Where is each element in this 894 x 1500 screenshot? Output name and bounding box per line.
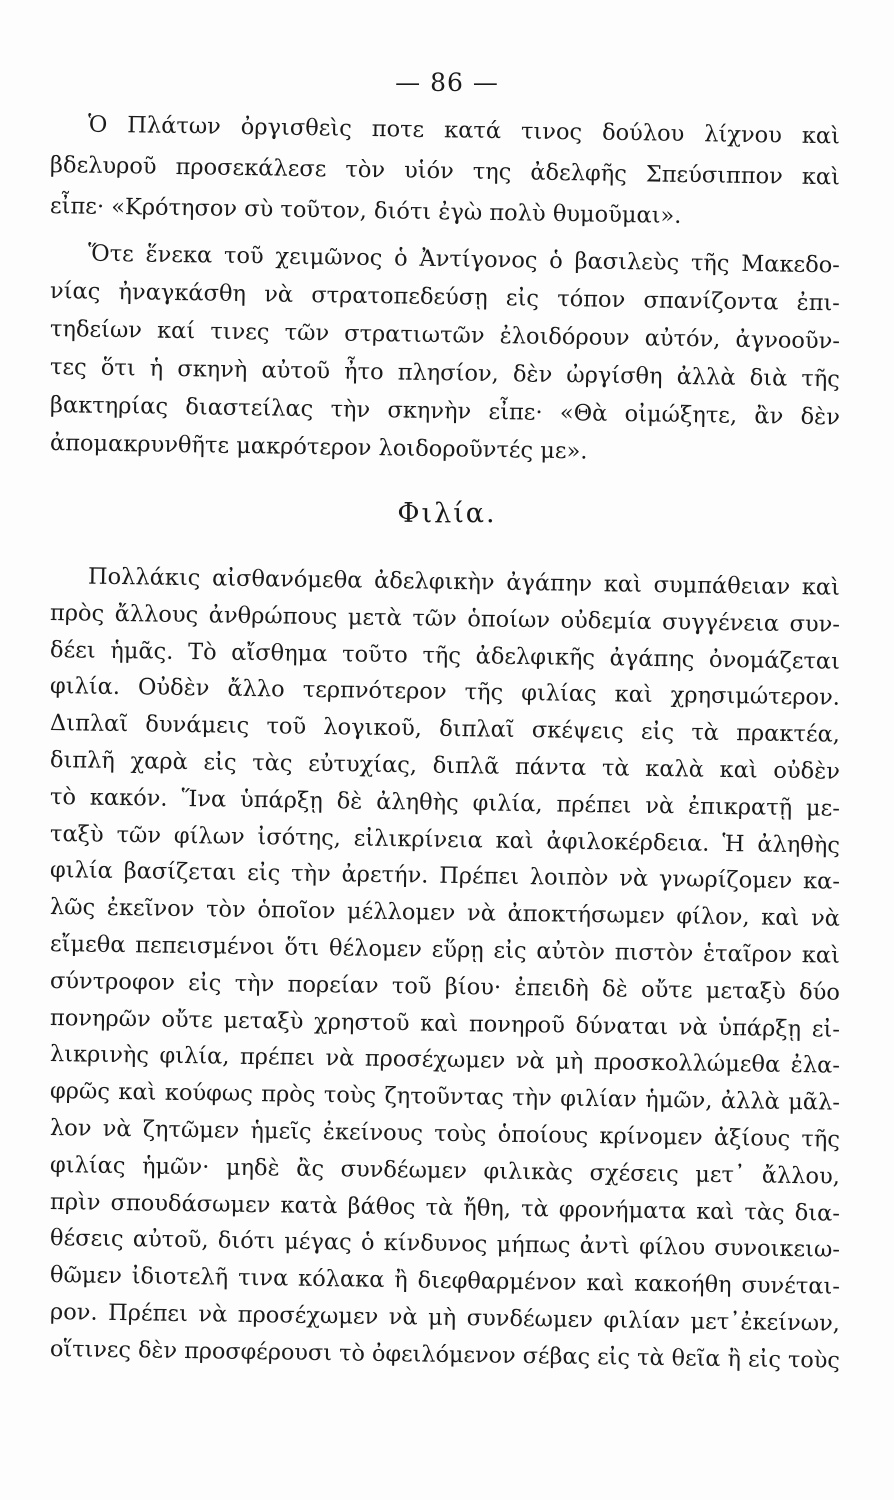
anecdote-antigonus-paragraph: [49, 234, 841, 465]
text-line: πονηρῶν οὔτε μεταξὺ χρηστοῦ καὶ πονηροῦ δύναται νὰ ὑπάρξῃ εἰ-: [49, 1004, 841, 1043]
page-number: — 86 —: [395, 68, 499, 97]
text-line: οἵτινες δὲν προσφέρουσι τὸ ὀφειλόμενον σέβας εἰς τὰ θεῖα ἢ εἰς τοὺς: [49, 1335, 841, 1374]
section-heading: Φιλία.: [397, 498, 497, 529]
text-line: Διπλαῖ δυνάμεις τοῦ λογικοῦ, διπλαῖ σκέψεις εἰς τὰ πρακτέα,: [49, 710, 841, 748]
text-line: θέσεις αὐτοῦ, διότι μέγας ὁ κίνδυνος μήπως ἀντὶ φίλου συνοικειω-: [49, 1225, 841, 1264]
text-line: φιλία βασίζεται εἰς τὴν ἀρετήν. Πρέπει λοιπὸν νὰ γνωρίζομεν κα-: [49, 857, 841, 896]
anecdote-plato-paragraph: [50, 104, 840, 227]
text-line: πρὸς ἄλλους ἀνθρώπους μετὰ τῶν ὁποίων οὐδεμία συγγένεια συν-: [49, 599, 841, 638]
text-line: λῶς ἐκεῖνον τὸν ὁποῖον μέλλομεν νὰ ἀποκτήσωμεν φίλον, καὶ νὰ: [49, 894, 841, 932]
text-line: εἶπε· «Κρότησον σὺ τοῦτον, διότι ἐγὼ πολὺ θυμοῦμαι».: [49, 193, 682, 229]
text-line: λον νὰ ζητῶμεν ἡμεῖς ἐκείνους τοὺς ὁποίους κρίνομεν ἀξίους τῆς: [49, 1114, 841, 1153]
text-line: τὸ κακόν. Ἵνα ὑπάρξῃ δὲ ἀληθὴς φιλία, πρέπει νὰ ἐπικρατῇ με-: [49, 783, 841, 822]
text-line: δέει ἡμᾶς. Τὸ αἴσθημα τοῦτο τῆς ἀδελφικῆς ἀγάπης ὀνομάζεται: [49, 636, 841, 675]
text-line: φιλία. Οὐδὲν ἄλλο τερπνότερον τῆς φιλίας καὶ χρησιμώτερον.: [49, 673, 841, 712]
text-line: σύντροφον εἰς τὴν πορείαν τοῦ βίου· ἐπειδὴ δὲ οὔτε μεταξὺ δύο: [49, 967, 841, 1006]
text-line: ρον. Πρέπει νὰ προσέχωμεν νὰ μὴ συνδέωμεν φιλίαν μετ᾽ἐκείνων,: [49, 1298, 841, 1337]
text-line: Ὅτε ἕνεκα τοῦ χειμῶνος ὁ Ἀντίγονος ὁ βασιλεὺς τῆς Μακεδο-: [87, 240, 841, 279]
text-line: πρὶν σπουδάσωμεν κατὰ βάθος τὰ ἤθη, τὰ φρονήματα καὶ τὰς δια-: [49, 1188, 841, 1227]
text-line: βακτηρίας διαστείλας τὴν σκηνὴν εἶπε· «Θὰ οἰμώξητε, ἂν δὲν: [49, 392, 841, 431]
text-line: ἀπομακρυνθῆτε μακρότερον λοιδοροῦντές με».: [49, 430, 588, 465]
text-line: βδελυροῦ προσεκάλεσε τὸν υἱόν της ἀδελφῆς Σπεύσιππον καὶ: [49, 152, 841, 191]
text-line: θῶμεν ἰδιοτελῆ τινα κόλακα ἢ διεφθαρμένον καὶ κακοήθη συνέται-: [49, 1262, 841, 1300]
text-line: εἴμεθα πεπεισμένοι ὅτι θέλομεν εὕρῃ εἰς αὐτὸν πιστὸν ἑταῖρον καὶ: [49, 930, 841, 969]
text-line: φρῶς καὶ κούφως πρὸς τοὺς ζητοῦντας τὴν φιλίαν ἡμῶν, ἀλλὰ μᾶλ-: [49, 1078, 841, 1116]
text-line: Ὁ Πλάτων ὀργισθεὶς ποτε κατά τινος δούλου λίχνου καὶ: [87, 111, 841, 150]
friendship-paragraph: [49, 558, 841, 1374]
text-line: τες ὅτι ἡ σκηνὴ αὐτοῦ ἦτο πλησίον, δὲν ὠργίσθη ἀλλὰ διὰ τῆς: [49, 354, 841, 393]
text-line: τηδείων καί τινες τῶν στρατιωτῶν ἐλοιδόρουν αὐτόν, ἀγνοοῦν-: [49, 316, 841, 355]
text-line: λικρινὴς φιλία, πρέπει νὰ προσέχωμεν νὰ μὴ προσκολλώμεθα ἐλα-: [49, 1041, 841, 1080]
text-line: διπλῆ χαρὰ εἰς τὰς εὐτυχίας, διπλᾶ πάντα τὰ καλὰ καὶ οὐδὲν: [49, 746, 841, 785]
text-line: νίας ἠναγκάσθη νὰ στρατοπεδεύσῃ εἰς τόπον σπανίζοντα ἐπι-: [49, 278, 841, 317]
text-line: φιλίας ἡμῶν· μηδὲ ἂς συνδέωμεν φιλικὰς σχέσεις μετ᾽ ἄλλου,: [49, 1151, 841, 1190]
text-line: ταξὺ τῶν φίλων ἰσότης, εἰλικρίνεια καὶ ἀφιλοκέρδεια. Ἡ ἀληθὴς: [49, 820, 841, 859]
text-line: Πολλάκις αἰσθανόμεθα ἀδελφικὴν ἀγάπην καὶ συμπάθειαν καὶ: [87, 563, 841, 601]
